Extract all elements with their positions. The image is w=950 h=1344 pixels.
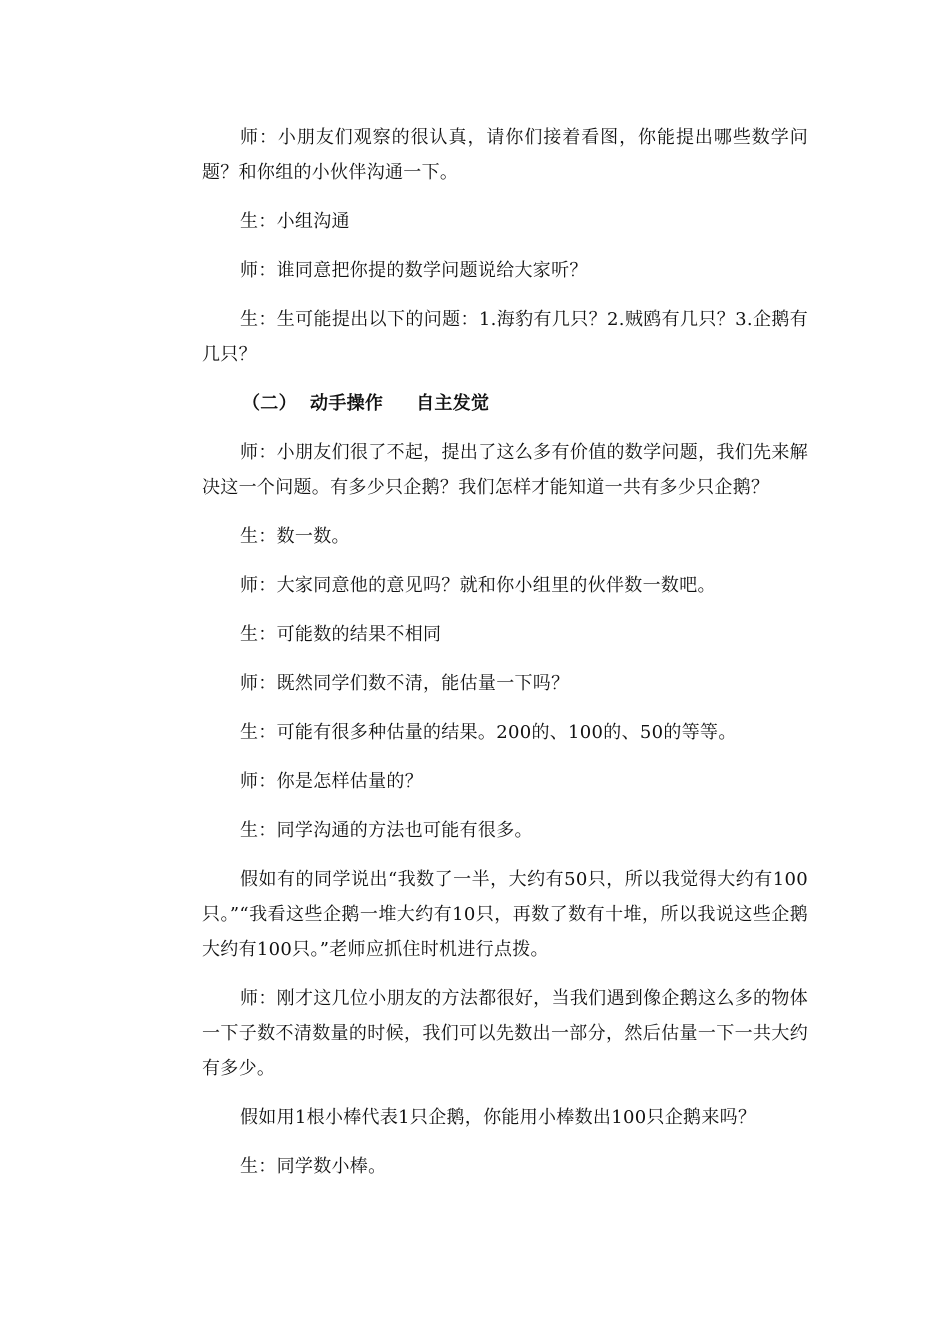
paragraph-teacher-penguins: 师：小朋友们很了不起，提出了这么多有价值的数学问题，我们先来解决这一个问题。有多少只企鹅？我们怎样才能知道一共有多少只企鹅？ <box>202 442 808 498</box>
paragraph-student-count: 生：数一数。 <box>240 526 350 547</box>
paragraph-student-sticks: 生：同学数小棒。 <box>240 1156 387 1177</box>
paragraph-teacher-summary: 师：刚才这几位小朋友的方法都很好，当我们遇到像企鹅这么多的物体一下子数不清数量的时候，我们可以先数出一部分，然后估量一下一共大约有多少。 <box>202 988 808 1079</box>
paragraph-student-discuss: 生：小组沟通 <box>240 211 350 232</box>
paragraph-teacher-estimate: 师：既然同学们数不清，能估量一下吗？ <box>240 673 570 694</box>
paragraph-example: 假如有的同学说出“我数了一半，大约有50只，所以我觉得大约有100只。”“我看这些企鹅一堆大约有10只，再数了数有十堆，所以我说这些企鹅大约有100只。”老师应抓住时机进行点拨。 <box>202 869 808 960</box>
paragraph-student-estimates: 生：可能有很多种估量的结果。200的、100的、50的等等。 <box>240 722 737 743</box>
document-body <box>202 120 808 1198</box>
paragraph-teacher-agree: 师：大家同意他的意见吗？就和你小组里的伙伴数一数吧。 <box>240 575 716 596</box>
paragraph-teacher-question: 师：小朋友们观察的很认真，请你们接着看图，你能提出哪些数学问题？和你组的小伙伴沟通一下。 <box>202 127 808 183</box>
paragraph-teacher-how: 师：你是怎样估量的？ <box>240 771 423 792</box>
paragraph-student-questions: 生：生可能提出以下的问题：1.海豹有几只？2.贼鸥有几只？3.企鹅有几只？ <box>202 309 808 365</box>
paragraph-teacher-share: 师：谁同意把你提的数学问题说给大家听？ <box>240 260 588 281</box>
paragraph-student-methods: 生：同学沟通的方法也可能有很多。 <box>240 820 533 841</box>
paragraph-student-results: 生：可能数的结果不相同 <box>240 624 442 645</box>
paragraph-sticks-question: 假如用1根小棒代表1只企鹅，你能用小棒数出100只企鹅来吗？ <box>240 1107 757 1128</box>
section-heading: （二） 动手操作 自主发觉 <box>242 393 490 414</box>
